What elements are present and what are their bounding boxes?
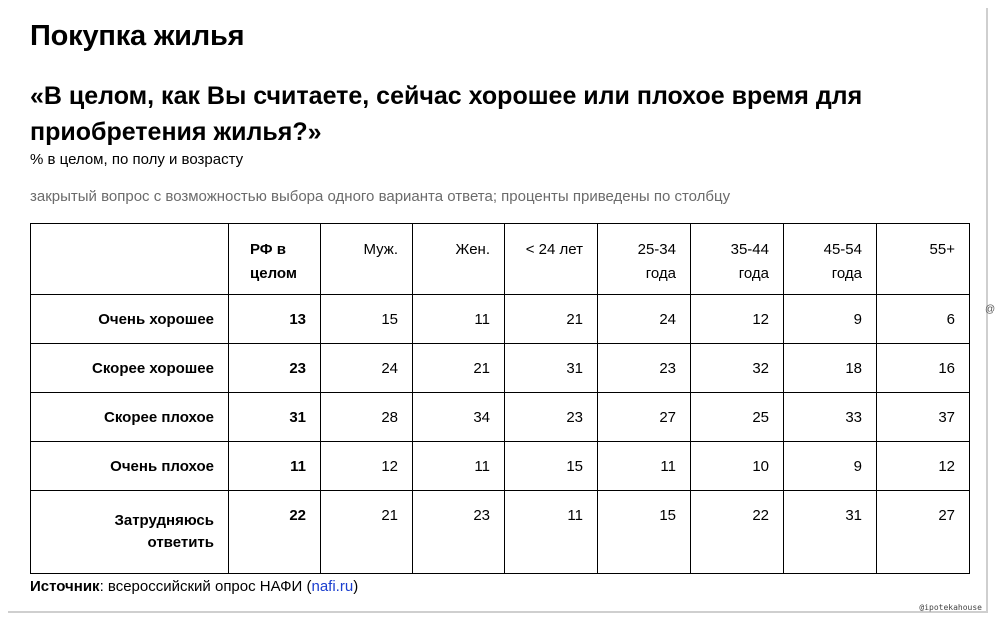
source-line — [30, 578, 358, 595]
table-cell: 11 — [229, 442, 321, 491]
table-cell: 23 — [505, 393, 598, 442]
table-row — [31, 491, 970, 574]
source-label: Источник — [30, 578, 100, 595]
table-cell: 6 — [877, 295, 970, 344]
table-cell: 11 — [413, 295, 505, 344]
table-cell: 37 — [877, 393, 970, 442]
header-row — [31, 224, 970, 295]
table-cell: 24 — [598, 295, 691, 344]
row-label — [31, 491, 229, 574]
table-cell: 34 — [413, 393, 505, 442]
table-cell: 33 — [784, 393, 877, 442]
row-label-text: Затрудняюсь ответить — [114, 512, 214, 551]
table-cell: 28 — [321, 393, 413, 442]
header-cell-empty — [31, 224, 229, 295]
table-cell: 12 — [691, 295, 784, 344]
table-cell: 27 — [877, 491, 970, 574]
table-cell: 15 — [505, 442, 598, 491]
table-cell: 24 — [321, 344, 413, 393]
method-note: закрытый вопрос с возможностью выбора одного варианта ответа; проценты приведены по столбцу — [30, 188, 731, 205]
table-cell: 31 — [505, 344, 598, 393]
table-cell: 16 — [877, 344, 970, 393]
table-row — [31, 442, 970, 491]
table-cell: 21 — [321, 491, 413, 574]
header-cell-total — [229, 224, 321, 295]
table-cell: 25 — [691, 393, 784, 442]
row-label: Скорее хорошее — [31, 344, 229, 393]
table-cell: 11 — [598, 442, 691, 491]
table-cell: 9 — [784, 295, 877, 344]
table-cell: 22 — [691, 491, 784, 574]
table-cell: 15 — [598, 491, 691, 574]
table-cell: 11 — [505, 491, 598, 574]
table-cell: 32 — [691, 344, 784, 393]
row-label: Скорее плохое — [31, 393, 229, 442]
table-cell: 12 — [321, 442, 413, 491]
header-cell-female: Жен. — [413, 224, 505, 295]
edge-mark: @ — [985, 304, 996, 315]
table-cell: 13 — [229, 295, 321, 344]
results-table — [30, 223, 970, 574]
table-cell: 21 — [413, 344, 505, 393]
header-cell-male: Муж. — [321, 224, 413, 295]
table-cell: 21 — [505, 295, 598, 344]
table-cell: 10 — [691, 442, 784, 491]
table-cell: 9 — [784, 442, 877, 491]
source-text: : всероссийский опрос НАФИ ( — [99, 578, 312, 595]
row-label: Очень плохое — [31, 442, 229, 491]
table-cell: 31 — [784, 491, 877, 574]
header-cell-age-45-54 — [784, 224, 877, 295]
table-cell: 15 — [321, 295, 413, 344]
page-title: Покупка жилья — [30, 20, 245, 52]
header-age-45-54-label: 45-54 года — [823, 241, 862, 282]
table-cell: 18 — [784, 344, 877, 393]
table-row — [31, 393, 970, 442]
survey-question: «В целом, как Вы считаете, сейчас хорошее или плохое время для приобретения жилья?» — [30, 82, 863, 146]
table-cell: 23 — [413, 491, 505, 574]
header-total-label: РФ в целом — [250, 241, 297, 282]
table-row — [31, 344, 970, 393]
row-label: Очень хорошее — [31, 295, 229, 344]
table-row — [31, 295, 970, 344]
table-cell: 23 — [598, 344, 691, 393]
table-cell: 22 — [229, 491, 321, 574]
header-cell-age-25-34 — [598, 224, 691, 295]
header-cell-age-under-24: < 24 лет — [505, 224, 598, 295]
header-cell-age-55-plus: 55+ — [877, 224, 970, 295]
table-cell: 27 — [598, 393, 691, 442]
table-cell: 11 — [413, 442, 505, 491]
header-age-25-34-label: 25-34 года — [637, 241, 676, 282]
table-cell: 23 — [229, 344, 321, 393]
header-cell-age-35-44 — [691, 224, 784, 295]
table-cell: 31 — [229, 393, 321, 442]
subtitle: % в целом, по полу и возрасту — [30, 151, 244, 168]
header-age-35-44-label: 35-44 года — [730, 241, 769, 282]
source-link[interactable]: nafi.ru — [311, 578, 354, 595]
source-close: ) — [353, 578, 359, 595]
table-cell: 12 — [877, 442, 970, 491]
watermark: @ipotekahouse — [919, 603, 982, 612]
